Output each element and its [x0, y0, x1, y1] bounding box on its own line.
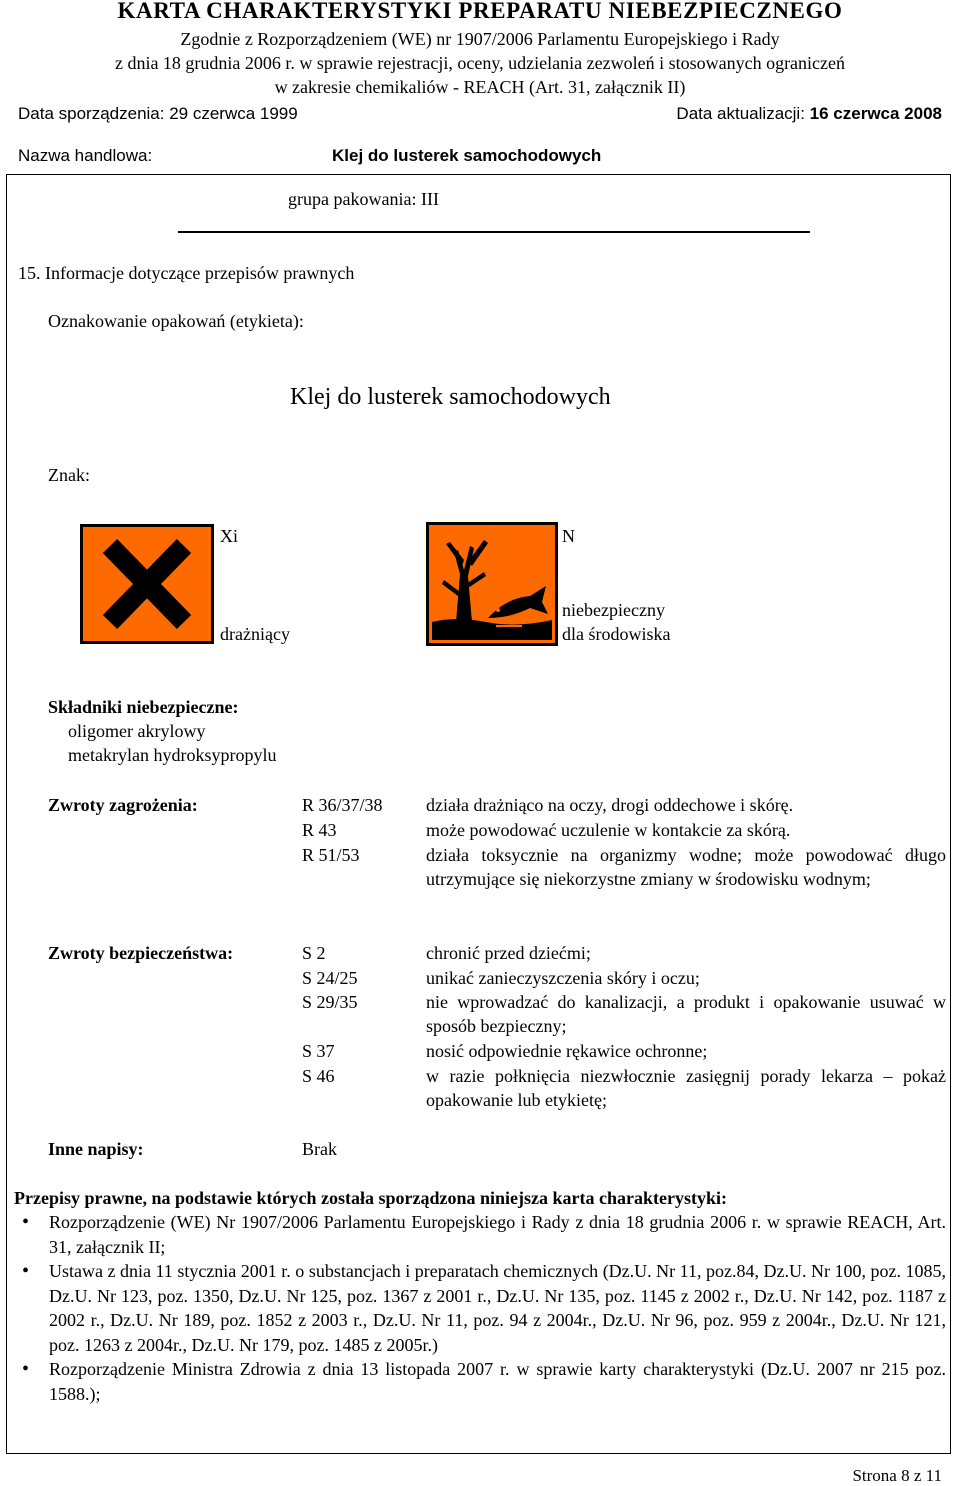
date-created: Data sporządzenia: 29 czerwca 1999	[18, 104, 298, 123]
safety-phrase-code: S 46	[302, 1066, 335, 1086]
date-updated-label: Data aktualizacji:	[676, 104, 810, 123]
dead-tree-fish-icon	[426, 522, 558, 646]
header-regulation-line-3: w zakresie chemikaliów - REACH (Art. 31, załącznik II)	[274, 77, 686, 97]
other-labels-value: Brak	[302, 1139, 337, 1159]
safety-phrase-code: S 2	[302, 943, 326, 963]
safety-phrases-label: Zwroty bezpieczeństwa:	[48, 943, 234, 963]
symbol-n-name-line-1: niebezpieczny	[562, 600, 665, 620]
risk-phrase-code: R 43	[302, 820, 337, 840]
risk-phrases-label: Zwroty zagrożenia:	[48, 795, 198, 815]
date-updated	[676, 104, 942, 124]
risk-phrase-text: może powodować uczulenie w kontakcie za skórą.	[426, 820, 791, 840]
risk-phrase-text: działa drażniąco na oczy, drogi oddechowe i skórę.	[426, 795, 794, 815]
packing-group: grupa pakowania: III	[288, 189, 439, 209]
header-regulation-line-1: Zgodnie z Rozporządzeniem (WE) nr 1907/2006 Parlamentu Europejskiego i Rady	[180, 29, 780, 49]
symbol-xi-code: Xi	[220, 526, 238, 546]
saltire-x-icon	[80, 524, 214, 644]
safety-phrase-code: S 24/25	[302, 968, 358, 988]
date-updated-value: 16 czerwca 2008	[809, 104, 942, 123]
symbol-xi-name: drażniący	[220, 624, 290, 644]
section-15-heading: 15. Informacje dotyczące przepisów prawnych	[18, 263, 355, 283]
risk-phrase-code: R 36/37/38	[302, 795, 383, 815]
page-number: Strona 8 z 11	[852, 1466, 942, 1485]
legal-basis-list	[18, 1210, 946, 1406]
legal-basis-heading: Przepisy prawne, na podstawie których została sporządzona niniejsza karta charakterystyki:	[14, 1188, 727, 1208]
safety-phrase-code: S 37	[302, 1041, 335, 1061]
trade-name-value: Klej do lusterek samochodowych	[332, 146, 602, 165]
legal-basis-item: • Ustawa z dnia 11 stycznia 2001 r. o substancjach i preparatach chemicznych (Dz.U. Nr 11, poz.84, Dz.U. Nr 100, poz. 1085, Dz.U. Nr 123, poz. 1350, Dz.U. Nr 125, poz. 1367 z 2001 r., Dz.U. Nr 135, poz. 1145 z 2002 r., Dz.U. Nr 142, poz. 1187 z 2002 r., Dz.U. Nr 189, poz. 1852 z 2003 r., Dz.U. Nr 11, poz. 94 z 2004r., Dz.U. Nr 96, poz. 959 z 2004r., Dz.U. Nr 121, poz. 1263 z 2004r., Dz.U. Nr 179, poz. 1485 z 2005r.)	[18, 1259, 946, 1357]
safety-phrase-code: S 29/35	[302, 992, 358, 1012]
safety-phrase-text: unikać zanieczyszczenia skóry i oczu;	[426, 968, 700, 988]
hazardous-component-item: metakrylan hydroksypropylu	[68, 745, 277, 765]
safety-phrase-text: nosić odpowiednie rękawice ochronne;	[426, 1041, 708, 1061]
safety-phrase-text: nie wprowadzać do kanalizacji, a produkt i opakowanie usuwać w sposób bezpieczny;	[426, 992, 946, 1036]
trade-name-label: Nazwa handlowa:	[18, 146, 153, 165]
safety-phrase-text: chronić przed dziećmi;	[426, 943, 591, 963]
risk-phrase-code: R 51/53	[302, 845, 360, 865]
document-title: KARTA CHARAKTERYSTYKI PREPARATU NIEBEZPIECZNEGO	[117, 0, 843, 23]
product-name: Klej do lusterek samochodowych	[290, 384, 611, 410]
header-regulation-line-2: z dnia 18 grudnia 2006 r. w sprawie rejestracji, oceny, udzielania zezwoleń i stosowanych ograniczeń	[114, 53, 846, 73]
symbol-n-name-line-2: dla środowiska	[562, 624, 671, 644]
other-labels-label: Inne napisy:	[48, 1139, 144, 1159]
section-separator	[178, 231, 810, 233]
safety-phrase-text: w razie połknięcia niezwłocznie zasięgnij porady lekarza – pokaż opakowanie lub etykietę;	[426, 1066, 946, 1110]
sign-label: Znak:	[48, 465, 90, 485]
risk-phrase-text: działa toksycznie na organizmy wodne; może powodować długo utrzymujące się niekorzystne zmiany w środowisku wodnym;	[426, 845, 946, 889]
labeling-heading: Oznakowanie opakowań (etykieta):	[48, 311, 304, 331]
symbol-n-code: N	[562, 526, 575, 546]
legal-basis-item: • Rozporządzenie (WE) Nr 1907/2006 Parlamentu Europejskiego i Rady z dnia 18 grudnia 2006 r. w sprawie REACH, Art. 31, załącznik II;	[18, 1210, 946, 1259]
hazardous-component-item: oligomer akrylowy	[68, 721, 206, 741]
hazardous-components-label: Składniki niebezpieczne:	[48, 697, 239, 717]
legal-basis-item: • Rozporządzenie Ministra Zdrowia z dnia 13 listopada 2007 r. w sprawie karty charakterystyki (Dz.U. 2007 nr 215 poz. 1588.);	[18, 1357, 946, 1406]
